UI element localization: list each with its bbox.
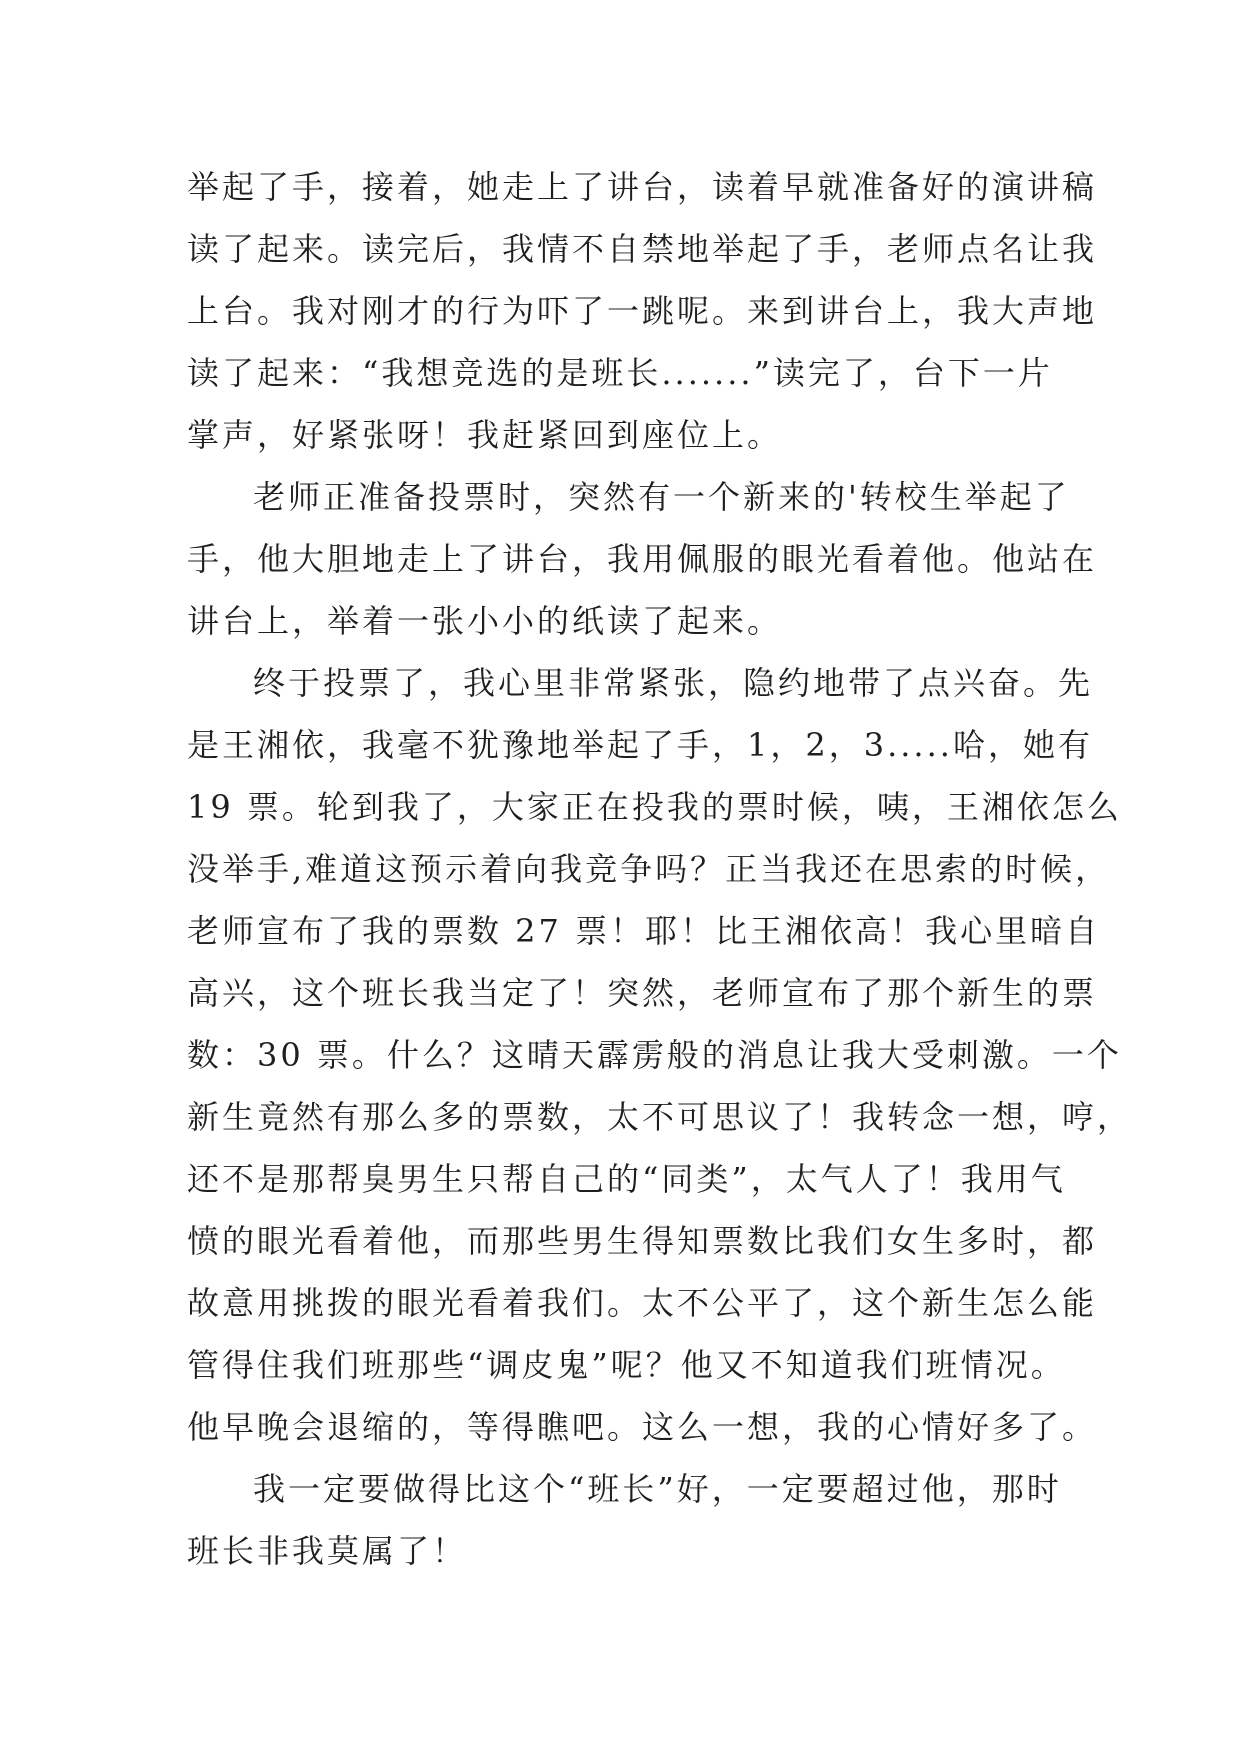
text-line: 19 票。轮到我了，大家正在投我的票时候，咦，王湘依怎么	[187, 788, 1122, 826]
text-line: 是王湘依，我毫不犹豫地举起了手，1，2，3.....哈，她有	[187, 726, 1093, 764]
text-line: 没举手,难道这预示着向我竞争吗？正当我还在思索的时候，	[187, 850, 1111, 888]
text-line: 上台。我对刚才的行为吓了一跳呢。来到讲台上，我大声地	[187, 292, 1098, 330]
text-line: 举起了手，接着，她走上了讲台，读着早就准备好的演讲稿	[187, 168, 1098, 206]
text-line: 高兴，这个班长我当定了！突然，老师宣布了那个新生的票	[187, 974, 1098, 1012]
text-line: 手，他大胆地走上了讲台，我用佩服的眼光看着他。他站在	[187, 540, 1098, 578]
text-line: 还不是那帮臭男生只帮自己的“同类”，太气人了！我用气	[187, 1160, 1066, 1198]
text-line: 我一定要做得比这个“班长”好，一定要超过他，那时	[253, 1470, 1062, 1508]
text-line: 读了起来：“我想竞选的是班长.......”读完了，台下一片	[187, 354, 1053, 392]
text-line: 老师宣布了我的票数 27 票！耶！比王湘依高！我心里暗自	[187, 912, 1101, 950]
text-line: 他早晚会退缩的，等得瞧吧。这么一想，我的心情好多了。	[187, 1408, 1098, 1446]
text-line: 愤的眼光看着他，而那些男生得知票数比我们女生多时，都	[187, 1222, 1098, 1260]
text-line: 管得住我们班那些“调皮鬼”呢？他又不知道我们班情况。	[187, 1346, 1066, 1384]
text-line: 班长非我莫属了！	[187, 1532, 468, 1570]
text-line: 故意用挑拨的眼光看着我们。太不公平了，这个新生怎么能	[187, 1284, 1098, 1322]
text-line: 新生竟然有那么多的票数，太不可思议了！我转念一想，哼，	[187, 1098, 1133, 1136]
text-line: 终于投票了，我心里非常紧张，隐约地带了点兴奋。先	[253, 664, 1094, 702]
text-line: 掌声，好紧张呀！我赶紧回到座位上。	[187, 416, 783, 454]
text-line: 老师正准备投票时，突然有一个新来的'转校生举起了	[253, 478, 1070, 516]
text-line: 读了起来。读完后，我情不自禁地举起了手，老师点名让我	[187, 230, 1098, 268]
text-line: 数：30 票。什么？这晴天霹雳般的消息让我大受刺激。一个	[187, 1036, 1122, 1074]
text-line: 讲台上，举着一张小小的纸读了起来。	[187, 602, 783, 640]
essay-text	[187, 156, 1133, 1582]
